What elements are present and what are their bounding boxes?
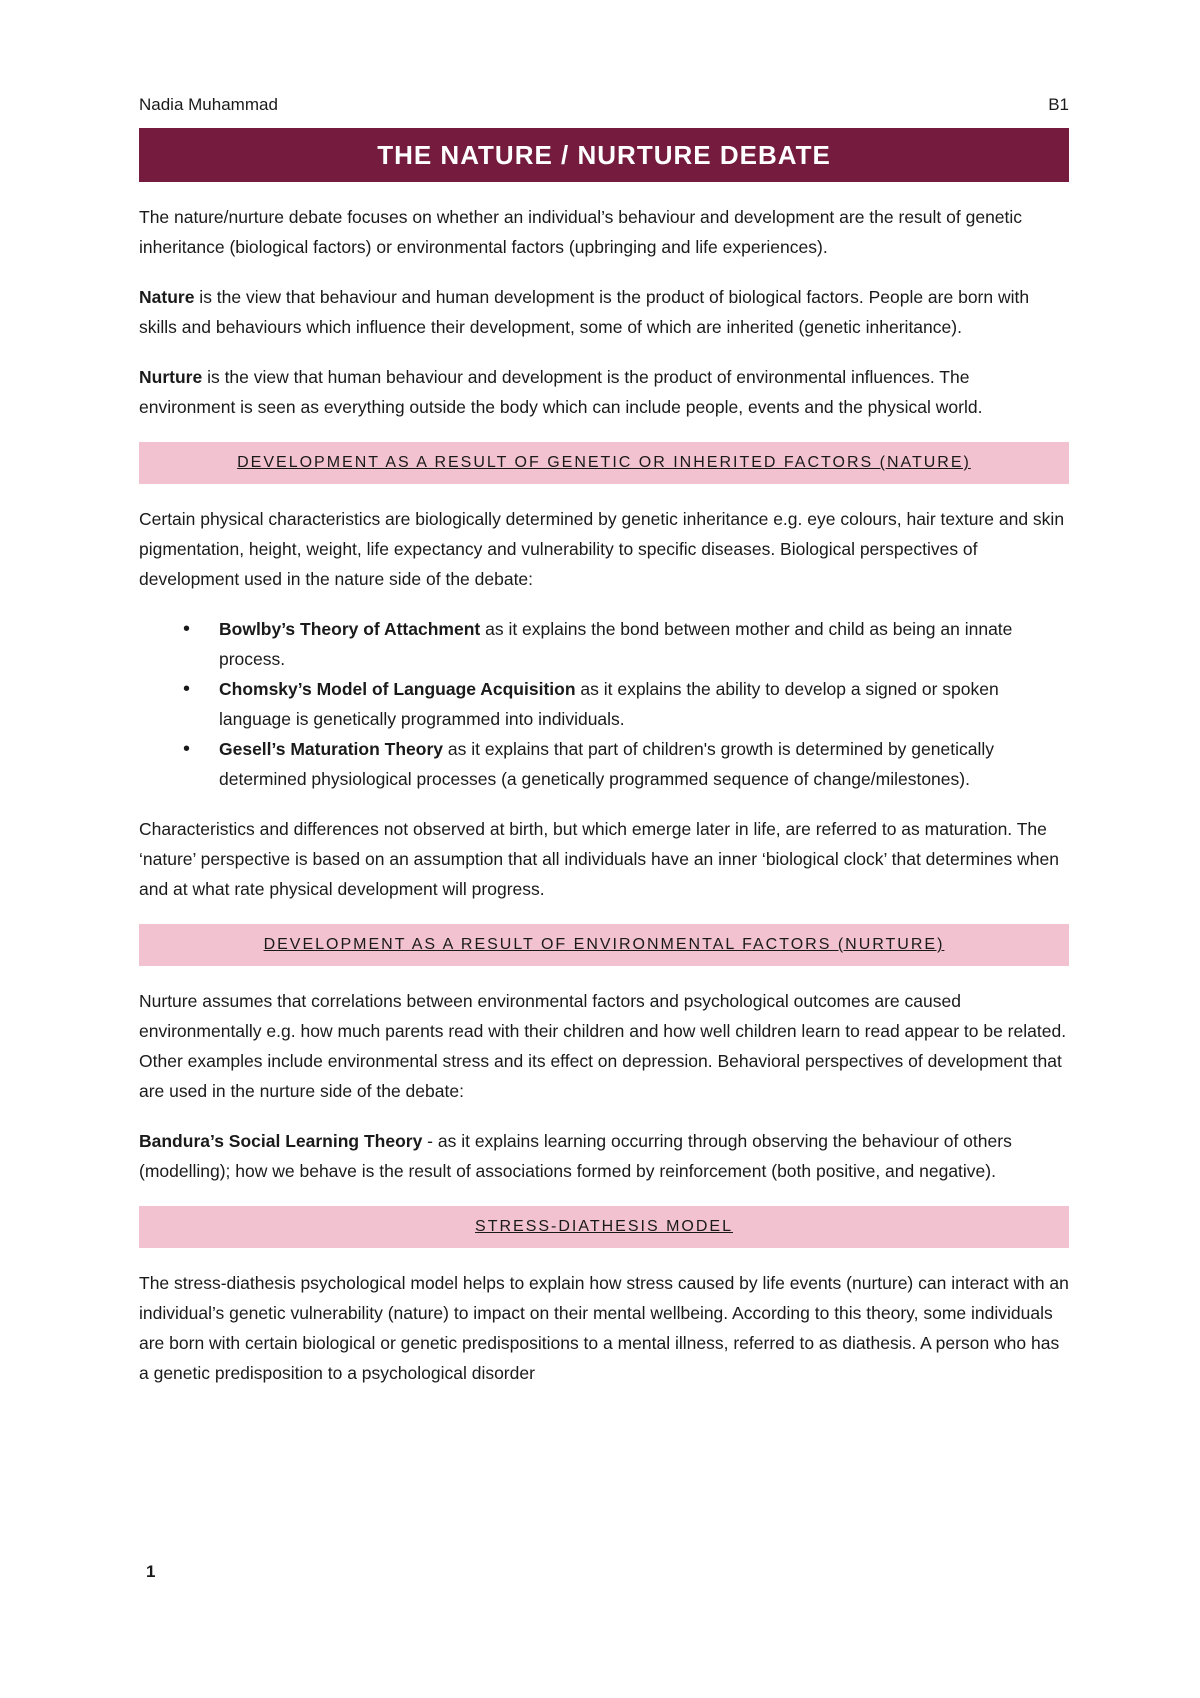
section-heading-nature-text: DEVELOPMENT AS A RESULT OF GENETIC OR INHERITED FACTORS (NATURE) [237,454,971,471]
page-header [139,90,1069,120]
list-item-text: as it explains the ability to develop a signed or spoken language is genetically programmed into individuals. [219,679,999,729]
list-item-term: Gesell’s Maturation Theory [219,739,443,759]
list-item-text: as it explains that part of children's growth is determined by genetically determined physiological processes (a genetically programmed sequence of change/milestones). [219,739,994,789]
nurture-definition-text: is the view that human behaviour and development is the product of environmental influences. The environment is seen as everything outside the body which can include people, events and the physical world. [139,367,983,417]
bandura-text: - as it explains learning occurring through observing the behaviour of others (modelling); how we behave is the result of associations formed by reinforcement (both positive, and negative). [139,1131,1012,1181]
document-page [139,90,1069,1408]
bandura-paragraph [139,1126,1069,1186]
nature-paragraph-2: Characteristics and differences not observed at birth, but which emerge later in life, are referred to as maturation. The ‘nature’ perspective is based on an assumption that all individuals have an inner ‘biological clock’ that determines when and at what rate physical development will progress. [139,819,1059,899]
section-heading-nature [139,442,1069,484]
list-item-text: as it explains the bond between mother and child as being an innate process. [219,619,1013,669]
nurture-term: Nurture [139,367,203,387]
page-number: 1 [146,1562,156,1581]
nurture-definition [139,362,1069,422]
author-name: Nadia Muhammad [139,95,278,114]
list-item-term: Bowlby’s Theory of Attachment [219,619,481,639]
nature-definition [139,282,1069,342]
list-item-term: Chomsky’s Model of Language Acquisition [219,679,576,699]
unit-code: B1 [1048,95,1069,114]
section-heading-nurture-text: DEVELOPMENT AS A RESULT OF ENVIRONMENTAL FACTORS (NURTURE) [263,936,945,953]
intro-paragraph: The nature/nurture debate focuses on whether an individual’s behaviour and development are the result of genetic inheritance (biological factors) or environmental factors (upbringing and life experiences). [139,207,1023,257]
section-heading-nurture [139,924,1069,966]
list-item [139,734,1069,794]
section-heading-stress-text: STRESS-DIATHESIS MODEL [475,1218,733,1235]
list-item [139,614,1069,674]
biological-perspectives-list [139,614,1069,794]
nurture-paragraph-1: Nurture assumes that correlations between environmental factors and psychological outcomes are caused environmentally e.g. how much parents read with their children and how well children learn to read appear to be related. Other examples include environmental stress and its effect on depression. Behavioral perspectives of development that are used in the nurture side of the debate: [139,991,1067,1101]
list-item [139,674,1069,734]
bandura-term: Bandura’s Social Learning Theory [139,1131,423,1151]
nature-paragraph-1: Certain physical characteristics are biologically determined by genetic inheritance e.g. eye colours, hair texture and skin pigmentation, height, weight, life expectancy and vulnerability to specific diseases. Biological perspectives of development used in the nature side of the debate: [139,509,1065,589]
section-heading-stress [139,1206,1069,1248]
document-title: THE NATURE / NURTURE DEBATE [139,128,1069,182]
nature-definition-text: is the view that behaviour and human development is the product of biological factors. People are born with skills and behaviours which influence their development, some of which are inherited (genetic inheritance). [139,287,1030,337]
stress-paragraph: The stress-diathesis psychological model helps to explain how stress caused by life events (nurture) can interact with an individual’s genetic vulnerability (nature) to impact on their mental wellbeing. According to this theory, some individuals are born with certain biological or genetic predispositions to a mental illness, referred to as diathesis. A person who has a genetic predisposition to a psychological disorder [139,1273,1069,1383]
nature-term: Nature [139,287,195,307]
